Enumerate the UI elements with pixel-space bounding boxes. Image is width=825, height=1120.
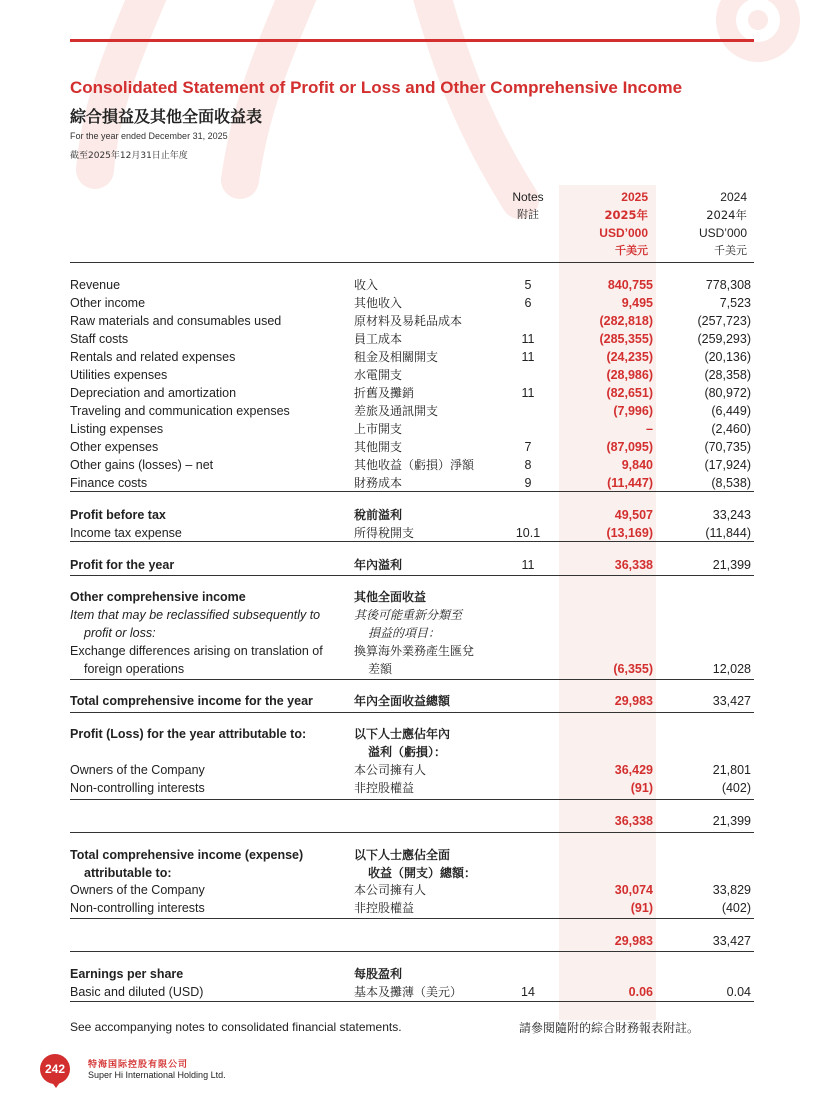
row-label-zh: 收入	[354, 278, 379, 292]
row-label: foreign operations	[84, 662, 185, 676]
row-value-2024: 33,829	[712, 883, 751, 897]
row-label: attributable to:	[84, 866, 172, 880]
row-label: Non-controlling interests	[70, 781, 205, 795]
row-value-2024: (257,723)	[697, 314, 751, 328]
row-value-2025: 49,507	[614, 508, 653, 522]
row-value-2024: 21,801	[712, 763, 751, 777]
row-value-2025: (7,996)	[613, 404, 653, 418]
row-label: Other comprehensive income	[70, 590, 246, 604]
row-label-zh: 損益的項目：	[368, 626, 441, 640]
row-value-2025: (6,355)	[613, 662, 653, 676]
row-note: 9	[524, 476, 532, 490]
row-value-2024: 778,308	[705, 278, 751, 292]
row-label: Utilities expenses	[70, 368, 168, 382]
table-rule	[70, 575, 754, 576]
row-label-zh: 溢利（虧損）：	[368, 745, 447, 759]
table-row	[0, 725, 825, 743]
table-row	[0, 456, 825, 474]
table-rule	[70, 918, 754, 919]
row-label-zh: 其後可能重新分類至	[354, 608, 463, 622]
row-label-zh: 基本及攤薄（美元）	[354, 985, 463, 999]
table-row	[0, 474, 825, 492]
table-rule	[70, 262, 754, 263]
period-label: For the year ended December 31, 2025	[70, 131, 228, 141]
row-value-2025: (282,818)	[599, 314, 653, 328]
table-rule	[70, 951, 754, 952]
row-value-2025: 29,983	[614, 694, 653, 708]
table-row	[0, 384, 825, 402]
table-row	[0, 330, 825, 348]
row-label: Revenue	[70, 278, 121, 292]
row-value-2024: (402)	[721, 781, 751, 795]
row-value-2025: 9,495	[621, 296, 653, 310]
row-label-zh: 非控股權益	[354, 781, 415, 795]
footnote-zh: 請參閱隨附的綜合財務報表附註。	[519, 1021, 700, 1035]
row-label: profit or loss:	[84, 626, 156, 640]
row-value-2024: (11,844)	[705, 526, 751, 540]
row-value-2025: 840,755	[607, 278, 653, 292]
row-label-zh: 其他開支	[354, 440, 403, 454]
row-label: Total comprehensive income (expense)	[70, 848, 304, 862]
row-value-2025: (91)	[630, 901, 653, 915]
row-value-2025: –	[646, 422, 653, 436]
row-note: 10.1	[515, 526, 541, 540]
table-row	[0, 312, 825, 330]
row-label: Income tax expense	[70, 526, 182, 540]
prior-year-column-header: 2024 2024年 USD’000 千美元	[698, 190, 747, 257]
row-label: Staff costs	[70, 332, 129, 346]
current-year-column-header: 2025 2025年 USD’000 千美元	[599, 190, 648, 257]
row-value-2024: 7,523	[719, 296, 751, 310]
row-note: 11	[521, 558, 535, 572]
row-label: Non-controlling interests	[70, 901, 205, 915]
row-note: 7	[524, 440, 532, 454]
row-label-zh: 差額	[368, 662, 393, 676]
row-label-zh: 年內全面收益總額	[354, 694, 451, 708]
table-row	[0, 294, 825, 312]
table-row	[0, 524, 825, 542]
row-label: Owners of the Company	[70, 883, 205, 897]
table-row	[0, 642, 825, 660]
row-value-2024: (259,293)	[697, 332, 751, 346]
row-value-2025: (91)	[630, 781, 653, 795]
row-note: 11	[521, 386, 535, 400]
table-row	[0, 881, 825, 899]
row-label: Finance costs	[70, 476, 148, 490]
row-label: Basic and diluted (USD)	[70, 985, 204, 999]
row-note: 11	[521, 350, 535, 364]
row-label: Profit (Loss) for the year attributable to:	[70, 727, 307, 741]
row-value-2025: (82,651)	[606, 386, 653, 400]
row-value-2024: (2,460)	[711, 422, 751, 436]
row-value-2024: 33,427	[712, 934, 751, 948]
row-value-2024: 12,028	[712, 662, 751, 676]
table-row	[0, 606, 825, 624]
row-label: Depreciation and amortization	[70, 386, 237, 400]
row-label: Traveling and communication expenses	[70, 404, 290, 418]
row-note: 8	[524, 458, 532, 472]
row-label-zh: 本公司擁有人	[354, 763, 427, 777]
table-row	[0, 812, 825, 830]
row-value-2025: (285,355)	[599, 332, 653, 346]
row-label-zh: 換算海外業務產生匯兌	[354, 644, 475, 658]
row-value-2024: (8,538)	[711, 476, 751, 490]
row-label-zh: 其他收入	[354, 296, 403, 310]
row-label: Exchange differences arising on translation of	[70, 644, 323, 658]
row-value-2025: 36,338	[614, 814, 653, 828]
row-label: Other gains (losses) – net	[70, 458, 214, 472]
table-row	[0, 366, 825, 384]
row-value-2024: (28,358)	[704, 368, 751, 382]
row-value-2025: 36,429	[614, 763, 653, 777]
row-label-zh: 其他收益（虧損）淨額	[354, 458, 475, 472]
row-label: Other income	[70, 296, 146, 310]
row-label-zh: 所得稅開支	[354, 526, 415, 540]
table-row	[0, 846, 825, 864]
row-label-zh: 上市開支	[354, 422, 403, 436]
row-label-zh: 以下人士應佔全面	[354, 848, 451, 862]
table-row	[0, 692, 825, 710]
row-label: Rentals and related expenses	[70, 350, 236, 364]
table-row	[0, 624, 825, 642]
row-label: Raw materials and consumables used	[70, 314, 282, 328]
row-value-2024: 21,399	[712, 814, 751, 828]
table-row	[0, 983, 825, 1001]
notes-column-header: Notes 附註	[512, 190, 544, 221]
table-rule	[70, 1001, 754, 1002]
row-value-2024: (20,136)	[704, 350, 751, 364]
footnote: See accompanying notes to consolidated financial statements.	[70, 1020, 402, 1034]
table-row	[0, 899, 825, 917]
row-value-2024: 0.04	[726, 985, 751, 999]
row-note: 14	[521, 985, 535, 999]
row-label-zh: 租金及相關開支	[354, 350, 439, 364]
row-label-zh: 本公司擁有人	[354, 883, 427, 897]
table-row	[0, 438, 825, 456]
table-row	[0, 965, 825, 983]
row-note: 6	[524, 296, 532, 310]
table-row	[0, 588, 825, 606]
row-value-2025: (24,235)	[606, 350, 653, 364]
table-row	[0, 761, 825, 779]
table-row	[0, 276, 825, 294]
table-row	[0, 420, 825, 438]
table-rule	[70, 491, 754, 492]
row-label-zh: 員工成本	[354, 332, 403, 346]
row-label-zh: 收益（開支）總額：	[368, 866, 477, 880]
row-label: Listing expenses	[70, 422, 164, 436]
row-label-zh: 差旅及通訊開支	[354, 404, 439, 418]
row-value-2025: 9,840	[621, 458, 653, 472]
table-rule	[70, 832, 754, 833]
row-label-zh: 原材料及易耗品成本	[354, 314, 463, 328]
row-value-2024: (6,449)	[711, 404, 751, 418]
table-row	[0, 348, 825, 366]
row-value-2024: 21,399	[712, 558, 751, 572]
table-row	[0, 779, 825, 797]
row-value-2025: (11,447)	[607, 476, 653, 490]
table-rule	[70, 679, 754, 680]
page-title-zh: 綜合損益及其他全面收益表	[70, 107, 263, 126]
row-label-zh: 以下人士應佔年內	[354, 727, 451, 741]
row-value-2024: 33,243	[712, 508, 751, 522]
row-label-zh: 其他全面收益	[354, 590, 427, 604]
table-row	[0, 402, 825, 420]
row-label-zh: 每股盈利	[354, 967, 403, 981]
row-value-2025: 0.06	[628, 985, 653, 999]
row-value-2025: 30,074	[614, 883, 653, 897]
table-row	[0, 660, 825, 678]
row-value-2024: (402)	[721, 901, 751, 915]
table-row	[0, 864, 825, 882]
row-value-2025: (13,169)	[606, 526, 653, 540]
row-value-2024: (17,924)	[704, 458, 751, 472]
table-row	[0, 743, 825, 761]
table-row	[0, 506, 825, 524]
company-name-zh: 特海国际控股有限公司	[88, 1060, 189, 1070]
row-label: Item that may be reclassified subsequently to	[70, 608, 321, 622]
table-row	[0, 932, 825, 950]
table-row	[0, 556, 825, 574]
table-rule	[70, 799, 754, 800]
row-value-2024: (70,735)	[704, 440, 751, 454]
row-note: 5	[524, 278, 532, 292]
row-label: Total comprehensive income for the year	[70, 694, 313, 708]
row-label-zh: 稅前溢利	[354, 508, 403, 522]
row-value-2024: 33,427	[712, 694, 751, 708]
page-title: Consolidated Statement of Profit or Loss and Other Comprehensive Income	[70, 78, 683, 97]
row-label: Profit before tax	[70, 508, 166, 522]
page-number: 242	[40, 1054, 70, 1084]
row-value-2025: (87,095)	[606, 440, 653, 454]
period-label-zh: 截至2025年12月31日止年度	[70, 151, 188, 161]
row-label: Earnings per share	[70, 967, 184, 981]
row-label: Owners of the Company	[70, 763, 205, 777]
company-name: Super Hi International Holding Ltd.	[88, 1070, 226, 1080]
row-label: Profit for the year	[70, 558, 175, 572]
table-rule	[70, 712, 754, 713]
row-value-2025: 29,983	[614, 934, 653, 948]
row-note: 11	[521, 332, 535, 346]
row-value-2025: 36,338	[614, 558, 653, 572]
row-label: Other expenses	[70, 440, 159, 454]
row-value-2024: (80,972)	[704, 386, 751, 400]
row-label-zh: 年內溢利	[354, 558, 403, 572]
row-label-zh: 折舊及攤銷	[354, 386, 415, 400]
row-label-zh: 財務成本	[354, 476, 403, 490]
row-value-2025: (28,986)	[606, 368, 653, 382]
row-label-zh: 非控股權益	[354, 901, 415, 915]
table-rule	[70, 541, 754, 542]
row-label-zh: 水電開支	[354, 368, 403, 382]
